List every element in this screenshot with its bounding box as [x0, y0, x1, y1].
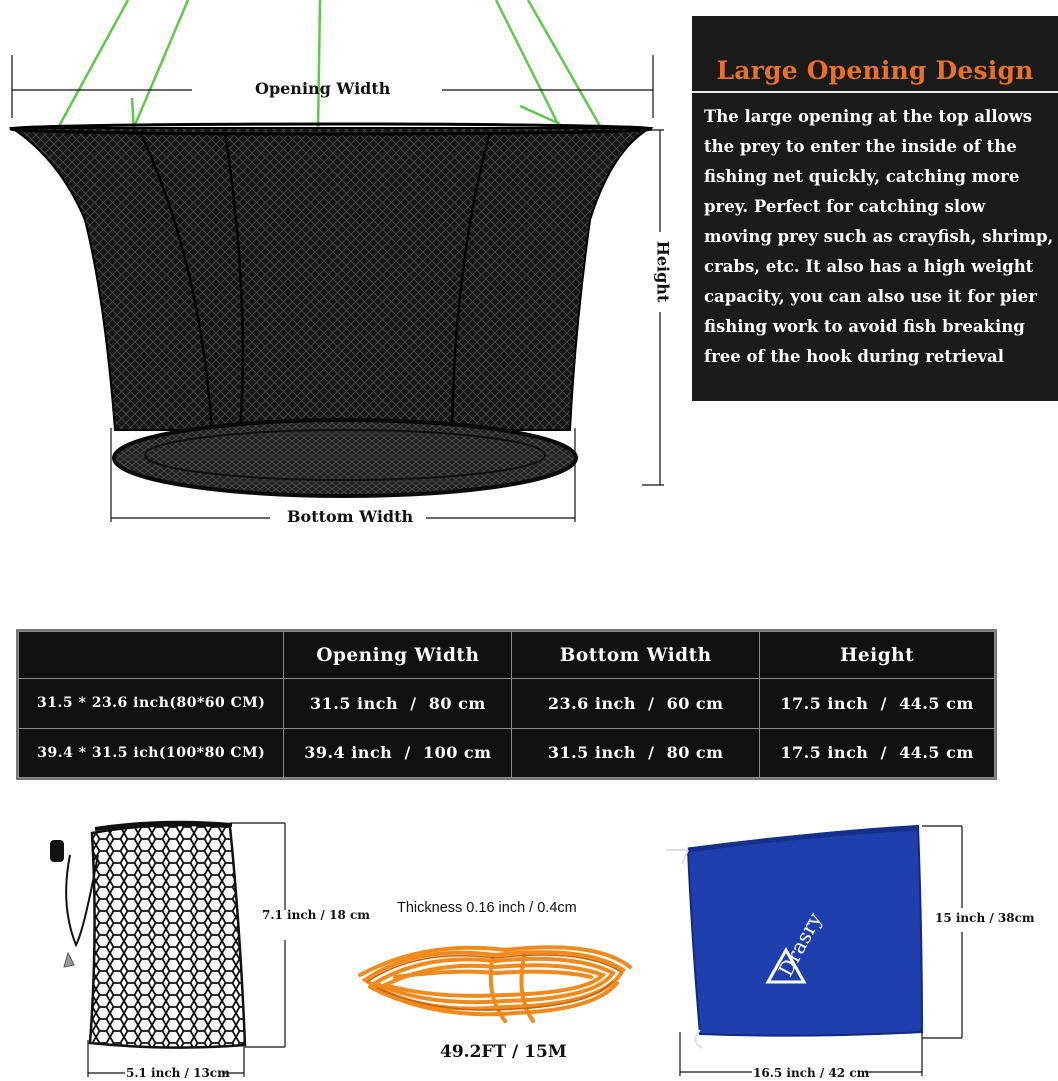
rope-thickness-label: Thickness 0.16 inch / 0.4cm	[397, 900, 577, 916]
table-header-cell: Opening Width	[284, 632, 512, 679]
bottom-width-label: Bottom Width	[287, 507, 414, 526]
brand-logo-text: Drasry	[773, 908, 827, 981]
mesh-bag-width-label: 5.1 inch / 13cm	[126, 1066, 230, 1080]
mesh-bag-image	[40, 815, 300, 1081]
table-cell: 17.5 inch / 44.5 cm	[760, 679, 995, 728]
table-cell: 31.5 inch / 80 cm	[284, 679, 512, 728]
net-body	[12, 128, 650, 430]
table-header-cell: Bottom Width	[512, 632, 760, 679]
spec-table	[18, 631, 995, 778]
rope-coil-image	[355, 925, 635, 1030]
rope-length-label: 49.2FT / 15M	[440, 1042, 567, 1062]
mesh-bag-height-label: 7.1 inch / 18 cm	[262, 908, 370, 922]
table-cell: 23.6 inch / 60 cm	[512, 679, 760, 728]
height-label: Height	[653, 240, 673, 303]
table-cell: 39.4 * 31.5 ich(100*80 CM)	[19, 728, 284, 777]
blue-bag-height-label: 15 inch / 38cm	[935, 911, 1035, 925]
blue-drawstring-bag-image	[660, 820, 980, 1081]
table-header-row	[19, 632, 995, 679]
table-header-cell	[19, 632, 284, 679]
opening-width-label: Opening Width	[255, 79, 391, 98]
table-cell: 31.5 * 23.6 inch(80*60 CM)	[19, 679, 284, 728]
info-title: Large Opening Design	[716, 56, 1034, 85]
table-row	[19, 728, 995, 777]
table-cell: 31.5 inch / 80 cm	[512, 728, 760, 777]
blue-bag-width-label: 16.5 inch / 42 cm	[753, 1066, 870, 1080]
info-divider	[692, 91, 1058, 93]
info-panel	[692, 16, 1058, 401]
suspension-cords	[58, 0, 600, 132]
table-cell: 17.5 inch / 44.5 cm	[760, 728, 995, 777]
bottom-ring	[114, 420, 576, 496]
table-cell: 39.4 inch / 100 cm	[284, 728, 512, 777]
table-row	[19, 679, 995, 728]
info-body: The large opening at the top allows the prey to enter the inside of the fishing net quickly, catching more prey. Perfect for catching slow moving prey such as crayfish, shrimp, crabs, etc. It also has a high weight capacity, you can also use it for pier fishing work to avoid fish breaking free of the hook during retrieval	[704, 107, 1054, 366]
table-header-cell: Height	[760, 632, 995, 679]
